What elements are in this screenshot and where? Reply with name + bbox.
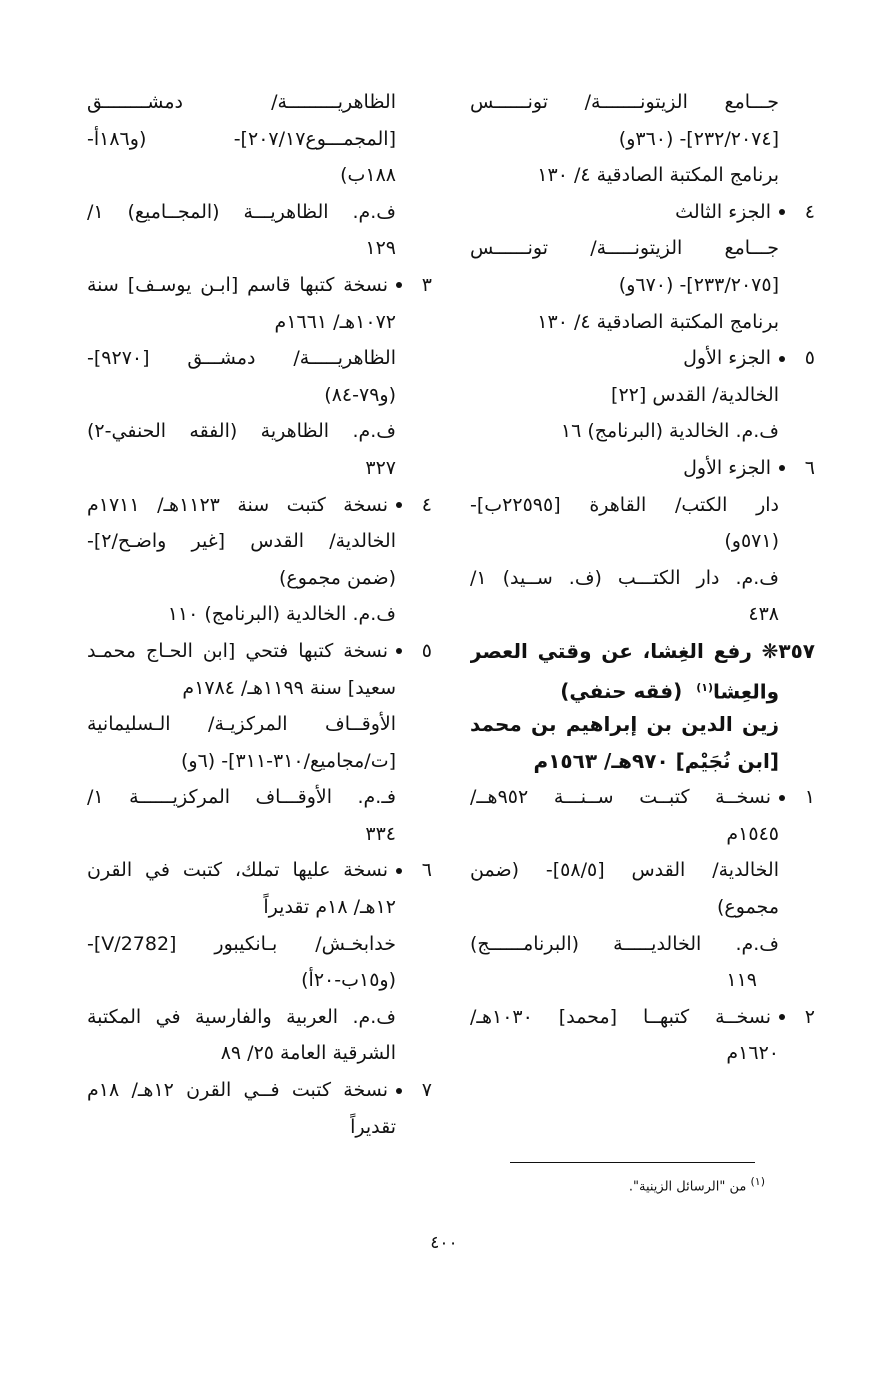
line-text: [ت/مجاميع/٣١٠-٣١١]- (٦و) [180, 749, 396, 772]
line-text: الخالدية/ القدس [٢٢] [611, 383, 779, 406]
item-number: ٦ [421, 859, 432, 882]
text-line [470, 84, 815, 121]
line-text: [٢٣٢/٢٠٧٤]- (٣٦٠و) [618, 127, 779, 150]
line-text: الأوقــاف المركزيـة/ الـسليمانية [87, 713, 396, 736]
line-text: ٤٣٨ [748, 603, 779, 626]
text-line [87, 1109, 432, 1146]
text-line [470, 340, 815, 377]
line-text: زين الدين بن إبراهيم بن محمد [470, 712, 779, 737]
text-line [470, 304, 815, 341]
text-line [470, 779, 815, 816]
text-line [470, 999, 815, 1036]
text-line [470, 267, 815, 304]
footnote-mark: (١) [750, 1175, 765, 1188]
line-text: نسخة عليها تملك، كتبت في القرن [87, 859, 388, 882]
text-line [470, 230, 815, 267]
text-line [470, 560, 815, 597]
text-line [87, 84, 432, 121]
line-text: ١٦٢٠م [726, 1042, 779, 1065]
text-line [87, 560, 432, 597]
text-line [470, 450, 815, 487]
text-line [470, 1035, 815, 1072]
text-line [87, 926, 432, 963]
text-line [87, 523, 432, 560]
line-text: جـــامع الزيتونـــــــة/ تونــــــس [470, 91, 779, 113]
text-line [470, 926, 815, 963]
line-text: ٣٥٧❋ رفع الغِشا، عن وقتي العصر [470, 638, 815, 663]
footnote-divider [510, 1162, 755, 1163]
line-text: نسخة كتبها فتحي [ابن الحـاج محمـد [87, 639, 388, 662]
line-text: نسخة كتبت سنة ١١٢٣هـ/ ١٧١١م [87, 493, 388, 516]
text-line [87, 962, 432, 999]
line-text: ف.م. الظاهرية (الفقه الحنفي-٢) [87, 420, 396, 443]
text-line [470, 596, 815, 633]
text-line [87, 779, 432, 816]
text-line [87, 596, 432, 633]
line-text: ١١٩ [726, 969, 757, 992]
line-text: الخالدية/ القدس [غير واضـح/٢]- [87, 530, 396, 553]
left-column [87, 84, 432, 1145]
line-text: ف.م. الخالدية (البرنامج) ١٦ [560, 420, 779, 443]
line-text: (٥٧١و) [724, 530, 779, 553]
item-number: ٦ [804, 456, 815, 479]
line-text: [المجمـــوع٢٠٧/١٧]- (و١٨٦أ- [87, 127, 396, 150]
line-text: الظاهريـــــة/ دمشـــق [٩٢٧٠]- [87, 347, 396, 370]
text-line [87, 816, 432, 853]
item-number: ٣ [421, 273, 432, 296]
line-text: تقديراً [350, 1115, 396, 1138]
line-text: نسخة كتبت فــي القرن ١٢هـ/ ١٨م [87, 1079, 388, 1102]
line-text: الجزء الأول [683, 347, 771, 370]
line-text: ٣٢٧ [365, 456, 396, 479]
line-text: الظاهريـــــــــة/ دمشــــــــق [87, 91, 396, 113]
footnote [520, 1175, 765, 1194]
line-text: ١٥٤٥م [726, 822, 779, 845]
text-line [470, 706, 815, 743]
text-line [87, 633, 432, 670]
text-line [87, 1035, 432, 1072]
text-line [87, 852, 432, 889]
line-text: الخالدية/ القدس [٥٨/٥]- (ضمن [470, 859, 779, 882]
text-line [87, 743, 432, 780]
line-text: ١٢هـ/ ١٨م تقديراً [263, 896, 396, 919]
text-line [470, 962, 815, 999]
footnote-ref: (١) [696, 680, 714, 694]
text-line [87, 157, 432, 194]
line-text: نسخــة كتبهــا [محمد] ١٠٣٠هـ/ [470, 1005, 771, 1028]
text-line [87, 413, 432, 450]
line-text: برنامج المكتبة الصادقية ٤/ ١٣٠ [537, 310, 779, 333]
line-text: فـ.م. الأوقـــاف المركزيــــــة ١/ [87, 786, 396, 809]
line-text: جـــامع الزيتونـــــة/ تونــــــس [470, 237, 779, 260]
line-text: نسخة كتبها قاسم [ابـن يوسـف] سنة [87, 273, 388, 296]
line-text: ف.م. الظاهريـــة (المجــاميع) ١/ [87, 200, 396, 223]
text-line [470, 194, 815, 231]
text-line [87, 1072, 432, 1109]
right-column [470, 84, 815, 1072]
line-text: ٣٣٤ [365, 822, 396, 845]
item-number: ١ [804, 786, 815, 809]
line-text: نسخــة كتبــت ســنـــة ٩٥٢هــ/ [470, 786, 771, 809]
line-text: (و١٥ب-٢٠أ) [301, 969, 396, 992]
item-number: ٥ [421, 639, 432, 662]
item-number: ٥ [804, 347, 815, 370]
text-line [470, 816, 815, 853]
text-line [87, 706, 432, 743]
item-number: ٤ [421, 493, 432, 516]
line-text: (و٧٩-٨٤) [324, 383, 396, 406]
line-text: ف.م. الخالديـــــة (البرنامــــــج) [470, 932, 779, 955]
text-line [87, 889, 432, 926]
text-line [470, 413, 815, 450]
text-line [87, 670, 432, 707]
text-line [87, 230, 432, 267]
text-line [87, 304, 432, 341]
line-text: مجموع) [717, 896, 779, 919]
text-line [87, 377, 432, 414]
line-text: خدابخـش/ بـانكيبور [2782/V]- [87, 932, 396, 955]
subject-label: (فقه حنفي) [560, 679, 683, 704]
line-text: الجزء الثالث [675, 200, 771, 223]
line-text: [ابن نُجَيْم] ٩٧٠هـ/ ١٥٦٣م [533, 748, 779, 773]
line-text: ف.م. دار الكتـــب (ف. ســيد) ١/ [470, 566, 779, 589]
text-line [470, 670, 815, 707]
text-line [87, 999, 432, 1036]
text-line [470, 852, 815, 889]
line-text: ف.م. الخالدية (البرنامج) ١١٠ [167, 603, 396, 626]
text-line [470, 157, 815, 194]
line-text: (ضمن مجموع) [278, 566, 396, 589]
text-line [470, 743, 815, 780]
text-line [470, 487, 815, 524]
item-number: ٢ [804, 1005, 815, 1028]
line-text: سعيد] سنة ١١٩٩هـ/ ١٧٨٤م [182, 676, 396, 699]
line-text: [٢٣٣/٢٠٧٥]- (٦٧٠و) [618, 273, 779, 296]
line-text: الجزء الأول [683, 456, 771, 479]
line-text: ١٢٩ [365, 237, 396, 260]
text-line [87, 194, 432, 231]
line-text: ١٠٧٢هـ/ ١٦٦١م [274, 310, 396, 333]
line-text: دار الكتب/ القاهرة [٢٢٥٩٥ب]- [470, 493, 779, 516]
item-number: ٤ [804, 200, 815, 223]
line-text: برنامج المكتبة الصادقية ٤/ ١٣٠ [537, 164, 779, 187]
line-text: ١٨٨ب) [340, 164, 396, 187]
text-line [87, 267, 432, 304]
text-line [470, 377, 815, 414]
text-line [470, 121, 815, 158]
line-text: ف.م. العربية والفارسية في المكتبة [87, 1005, 396, 1028]
text-line [87, 340, 432, 377]
footnote-text: من "الرسائل الزينية". [628, 1179, 747, 1195]
text-line [470, 889, 815, 926]
text-line [470, 523, 815, 560]
text-line [470, 633, 815, 670]
text-line [87, 121, 432, 158]
line-text: الشرقية العامة ٢٥/ ٨٩ [220, 1042, 396, 1065]
text-line [87, 450, 432, 487]
item-number: ٧ [421, 1079, 432, 1102]
line-text: والعِشا [713, 679, 779, 704]
text-line [87, 487, 432, 524]
page-number: ٤٠٠ [430, 1233, 458, 1253]
